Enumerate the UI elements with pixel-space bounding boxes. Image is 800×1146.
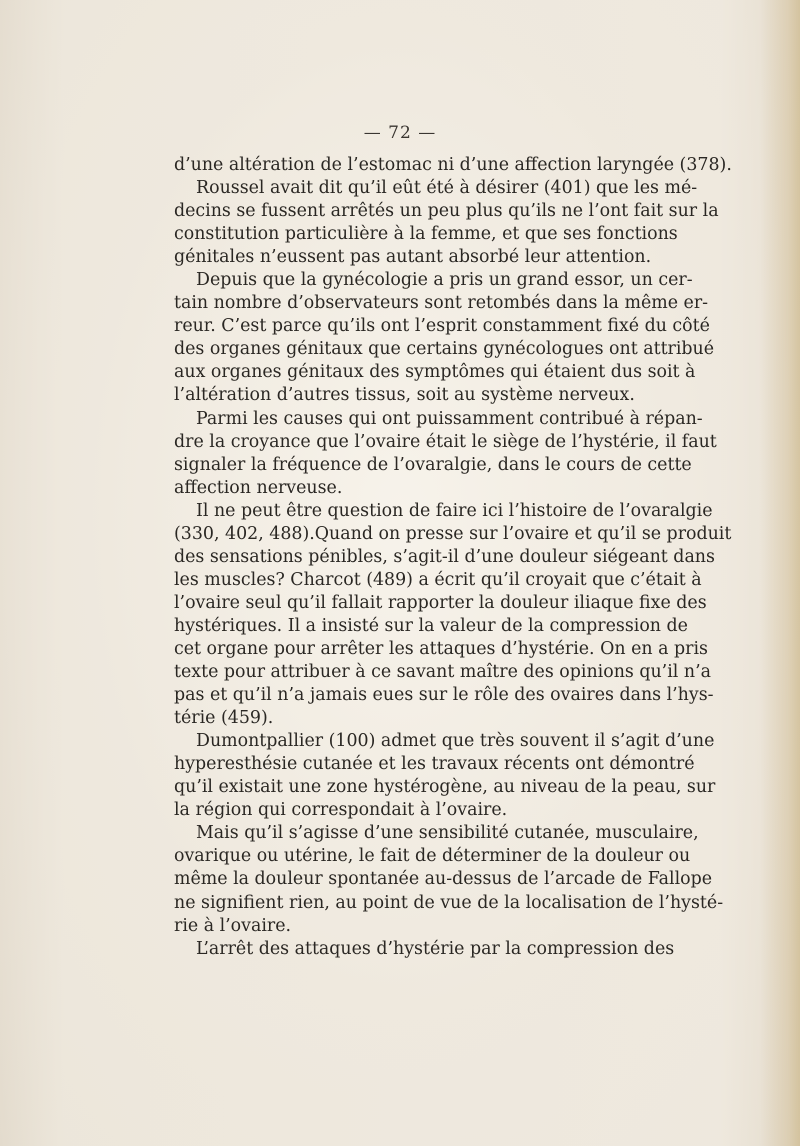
text-line: qu’il existait une zone hystérogène, au niveau de la peau, sur [174, 777, 716, 798]
text-line: l’ovaire seul qu’il fallait rapporter la douleur iliaque fixe des [174, 592, 707, 613]
text-line: des sensations pénibles, s’agit-il d’une douleur siégeant dans [174, 546, 715, 567]
text-line: hystériques. Il a insisté sur la valeur de la compression de [174, 615, 688, 636]
text-line: Depuis que la gynécologie a pris un grand essor, un cer- [196, 270, 693, 291]
text-line: (330, 402, 488).Quand on presse sur l’ovaire et qu’il se produit [174, 523, 732, 544]
text-line: dre la croyance que l’ovaire était le siège de l’hystérie, il faut [174, 431, 717, 452]
text-line: aux organes génitaux des symptômes qui étaient dus soit à [174, 362, 696, 383]
text-line: Roussel avait dit qu’il eût été à désirer (401) que les mé- [196, 178, 698, 199]
text-line: des organes génitaux que certains gynécologues ont attribué [174, 339, 715, 360]
text-line: Il ne peut être question de faire ici l’histoire de l’ovaralgie [196, 500, 713, 521]
text-line: cet organe pour arrêter les attaques d’hystérie. On en a pris [174, 638, 708, 659]
text-line: L’arrêt des attaques d’hystérie par la compression des [196, 938, 675, 959]
text-line: Mais qu’il s’agisse d’une sensibilité cutanée, musculaire, [196, 823, 699, 844]
text-line: tain nombre d’observateurs sont retombés dans la même er- [174, 293, 709, 314]
body-text [174, 154, 732, 961]
text-line: affection nerveuse. [174, 477, 343, 498]
text-line: ne signifient rien, au point de vue de la localisation de l’hysté- [174, 892, 724, 913]
text-line: reur. C’est parce qu’ils ont l’esprit constamment fixé du côté [174, 316, 710, 337]
text-line: texte pour attribuer à ce savant maître des opinions qu’il n’a [174, 662, 711, 683]
text-line: decins se fussent arrêtés un peu plus qu’ils ne l’ont fait sur la [174, 201, 719, 222]
text-line: pas et qu’il n’a jamais eues sur le rôle des ovaires dans l’hys- [174, 685, 714, 706]
text-line: la région qui correspondait à l’ovaire. [174, 800, 508, 821]
text-line: même la douleur spontanée au-dessus de l’arcade de Fallope [174, 869, 713, 890]
text-line: hyperesthésie cutanée et les travaux récents ont démontré [174, 754, 695, 775]
text-line: Dumontpallier (100) admet que très souvent il s’agit d’une [196, 731, 715, 752]
page-edge-stain [760, 0, 800, 1146]
text-line: génitales n’eussent pas autant absorbé leur attention. [174, 247, 652, 268]
page-number: — 72 — [363, 123, 437, 143]
text-line: d’une altération de l’estomac ni d’une affection laryngée (378). [174, 155, 732, 175]
text-line: l’altération d’autres tissus, soit au système nerveux. [174, 385, 635, 406]
text-line: constitution particulière à la femme, et que ses fonctions [174, 224, 678, 245]
text-line: térie (459). [174, 708, 274, 729]
text-line: ovarique ou utérine, le fait de déterminer de la douleur ou [174, 846, 691, 867]
text-line: les muscles? Charcot (489) a écrit qu’il croyait que c’était à [174, 569, 702, 590]
text-line: signaler la fréquence de l’ovaralgie, dans le cours de cette [174, 454, 692, 475]
text-line: rie à l’ovaire. [174, 915, 292, 936]
text-line: Parmi les causes qui ont puissamment contribué à répan- [196, 408, 703, 429]
